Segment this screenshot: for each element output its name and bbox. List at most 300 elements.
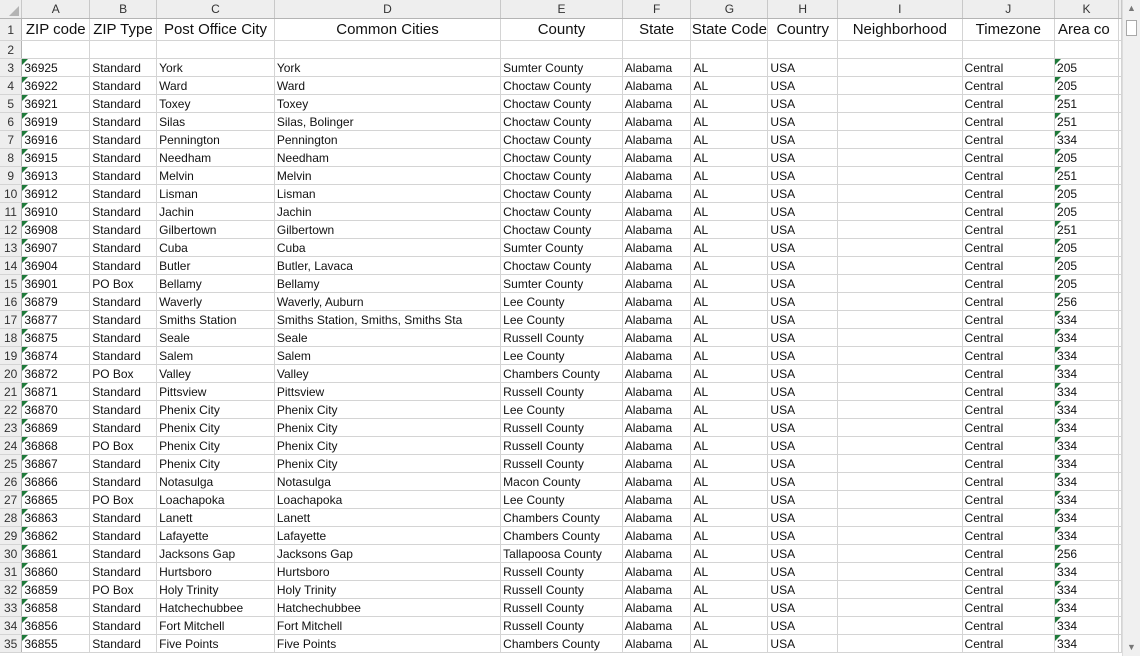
cell-type[interactable]: Standard	[90, 419, 157, 437]
cell-type[interactable]: Standard	[90, 77, 157, 95]
cell-nb[interactable]	[838, 347, 962, 365]
cell-county[interactable]: Choctaw County	[501, 185, 623, 203]
cell-zip[interactable]: 36866	[22, 473, 90, 491]
cell-nb[interactable]	[838, 599, 962, 617]
cell-country[interactable]: USA	[768, 419, 838, 437]
cell-area[interactable]: 205	[1055, 275, 1119, 293]
cell-area[interactable]: 334	[1055, 131, 1119, 149]
row-header[interactable]: 5	[0, 95, 22, 113]
cell-nb[interactable]	[838, 149, 962, 167]
cell-area[interactable]: 205	[1055, 77, 1119, 95]
cell-po[interactable]: Needham	[157, 149, 275, 167]
cell-area[interactable]: 334	[1055, 347, 1119, 365]
cell-po[interactable]: Hurtsboro	[157, 563, 275, 581]
cell-nb[interactable]	[838, 455, 962, 473]
cell-common[interactable]: Jachin	[274, 203, 500, 221]
header-cell[interactable]: State	[622, 19, 691, 41]
cell-country[interactable]: USA	[768, 77, 838, 95]
cell-country[interactable]: USA	[768, 293, 838, 311]
cell-po[interactable]: Jacksons Gap	[157, 545, 275, 563]
cell-common[interactable]: Notasulga	[274, 473, 500, 491]
cell-po[interactable]: Pennington	[157, 131, 275, 149]
cell-tz[interactable]: Central	[962, 221, 1055, 239]
cell-tz[interactable]: Central	[962, 419, 1055, 437]
cell-type[interactable]: Standard	[90, 113, 157, 131]
cell-country[interactable]: USA	[768, 617, 838, 635]
cell-code[interactable]: AL	[691, 275, 768, 293]
cell-po[interactable]: Gilbertown	[157, 221, 275, 239]
cell-country[interactable]: USA	[768, 383, 838, 401]
cell-common[interactable]: Phenix City	[274, 401, 500, 419]
cell-county[interactable]: Russell County	[501, 455, 623, 473]
cell-county[interactable]: Russell County	[501, 329, 623, 347]
cell[interactable]	[274, 41, 500, 59]
cell-nb[interactable]	[838, 329, 962, 347]
cell-po[interactable]: Salem	[157, 347, 275, 365]
cell-nb[interactable]	[838, 383, 962, 401]
cell-zip[interactable]: 36869	[22, 419, 90, 437]
cell-area[interactable]: 205	[1055, 59, 1119, 77]
cell-state[interactable]: Alabama	[622, 563, 691, 581]
cell-type[interactable]: Standard	[90, 185, 157, 203]
cell-nb[interactable]	[838, 59, 962, 77]
cell-area[interactable]: 256	[1055, 545, 1119, 563]
cell-nb[interactable]	[838, 131, 962, 149]
cell[interactable]	[90, 41, 157, 59]
cell-po[interactable]: Five Points	[157, 635, 275, 653]
cell-tz[interactable]: Central	[962, 509, 1055, 527]
cell-county[interactable]: Macon County	[501, 473, 623, 491]
cell-area[interactable]: 205	[1055, 257, 1119, 275]
row-header[interactable]: 30	[0, 545, 22, 563]
row-header[interactable]: 15	[0, 275, 22, 293]
cell-code[interactable]: AL	[691, 563, 768, 581]
cell-tz[interactable]: Central	[962, 365, 1055, 383]
cell-common[interactable]: Cuba	[274, 239, 500, 257]
row-header[interactable]: 27	[0, 491, 22, 509]
row-header[interactable]: 7	[0, 131, 22, 149]
cell-state[interactable]: Alabama	[622, 581, 691, 599]
cell-state[interactable]: Alabama	[622, 527, 691, 545]
cell-tz[interactable]: Central	[962, 311, 1055, 329]
cell-zip[interactable]: 36919	[22, 113, 90, 131]
cell-nb[interactable]	[838, 239, 962, 257]
cell-area[interactable]: 334	[1055, 527, 1119, 545]
cell-code[interactable]: AL	[691, 455, 768, 473]
cell-tz[interactable]: Central	[962, 77, 1055, 95]
cell-county[interactable]: Choctaw County	[501, 167, 623, 185]
cell-area[interactable]: 251	[1055, 221, 1119, 239]
cell[interactable]	[22, 41, 90, 59]
cell-zip[interactable]: 36872	[22, 365, 90, 383]
column-header-e[interactable]: E	[501, 0, 623, 19]
cell-type[interactable]: Standard	[90, 221, 157, 239]
cell-state[interactable]: Alabama	[622, 221, 691, 239]
cell-tz[interactable]: Central	[962, 167, 1055, 185]
cell-nb[interactable]	[838, 509, 962, 527]
cell-area[interactable]: 334	[1055, 455, 1119, 473]
cell-tz[interactable]: Central	[962, 113, 1055, 131]
cell-code[interactable]: AL	[691, 293, 768, 311]
cell-zip[interactable]: 36862	[22, 527, 90, 545]
cell-state[interactable]: Alabama	[622, 59, 691, 77]
cell-common[interactable]: Jacksons Gap	[274, 545, 500, 563]
cell-code[interactable]: AL	[691, 473, 768, 491]
cell-country[interactable]: USA	[768, 527, 838, 545]
cell-zip[interactable]: 36865	[22, 491, 90, 509]
cell-nb[interactable]	[838, 95, 962, 113]
cell-common[interactable]: Holy Trinity	[274, 581, 500, 599]
cell-common[interactable]: Bellamy	[274, 275, 500, 293]
cell-zip[interactable]: 36913	[22, 167, 90, 185]
cell-po[interactable]: Valley	[157, 365, 275, 383]
row-header[interactable]: 18	[0, 329, 22, 347]
vertical-scrollbar[interactable]	[1122, 0, 1140, 656]
cell-area[interactable]: 334	[1055, 635, 1119, 653]
cell-zip[interactable]: 36879	[22, 293, 90, 311]
cell-zip[interactable]: 36904	[22, 257, 90, 275]
cell-country[interactable]: USA	[768, 491, 838, 509]
cell-code[interactable]: AL	[691, 437, 768, 455]
cell-state[interactable]: Alabama	[622, 149, 691, 167]
cell-type[interactable]: Standard	[90, 635, 157, 653]
cell-tz[interactable]: Central	[962, 203, 1055, 221]
cell-county[interactable]: Lee County	[501, 293, 623, 311]
cell-common[interactable]: Loachapoka	[274, 491, 500, 509]
column-header-c[interactable]: C	[157, 0, 275, 19]
cell-code[interactable]: AL	[691, 617, 768, 635]
cell-state[interactable]: Alabama	[622, 203, 691, 221]
cell-po[interactable]: Seale	[157, 329, 275, 347]
cell-po[interactable]: Lafayette	[157, 527, 275, 545]
cell-type[interactable]: Standard	[90, 383, 157, 401]
header-cell[interactable]: Timezone	[962, 19, 1055, 41]
cell-tz[interactable]: Central	[962, 383, 1055, 401]
cell-zip[interactable]: 36858	[22, 599, 90, 617]
cell-county[interactable]: Russell County	[501, 599, 623, 617]
row-header[interactable]: 34	[0, 617, 22, 635]
cell-po[interactable]: Jachin	[157, 203, 275, 221]
cell-code[interactable]: AL	[691, 149, 768, 167]
cell-state[interactable]: Alabama	[622, 383, 691, 401]
column-header-k[interactable]: K	[1055, 0, 1119, 19]
cell-zip[interactable]: 36907	[22, 239, 90, 257]
column-header-j[interactable]: J	[962, 0, 1055, 19]
cell-area[interactable]: 251	[1055, 113, 1119, 131]
row-header[interactable]: 8	[0, 149, 22, 167]
cell-state[interactable]: Alabama	[622, 473, 691, 491]
cell-county[interactable]: Sumter County	[501, 275, 623, 293]
cell-nb[interactable]	[838, 293, 962, 311]
cell-common[interactable]: Hatchechubbee	[274, 599, 500, 617]
cell-country[interactable]: USA	[768, 509, 838, 527]
cell-country[interactable]: USA	[768, 365, 838, 383]
cell-po[interactable]: York	[157, 59, 275, 77]
column-header-g[interactable]: G	[691, 0, 768, 19]
cell-po[interactable]: Butler	[157, 257, 275, 275]
cell-nb[interactable]	[838, 545, 962, 563]
cell-nb[interactable]	[838, 563, 962, 581]
cell-code[interactable]: AL	[691, 311, 768, 329]
header-cell[interactable]: Post Office City	[157, 19, 275, 41]
cell-po[interactable]: Melvin	[157, 167, 275, 185]
cell-po[interactable]: Phenix City	[157, 455, 275, 473]
cell-zip[interactable]: 36867	[22, 455, 90, 473]
cell-nb[interactable]	[838, 365, 962, 383]
cell-nb[interactable]	[838, 401, 962, 419]
cell-county[interactable]: Choctaw County	[501, 221, 623, 239]
cell-area[interactable]: 334	[1055, 599, 1119, 617]
cell-county[interactable]: Chambers County	[501, 635, 623, 653]
cell-common[interactable]: Phenix City	[274, 437, 500, 455]
row-header[interactable]: 10	[0, 185, 22, 203]
cell-type[interactable]: Standard	[90, 167, 157, 185]
column-header-d[interactable]: D	[274, 0, 500, 19]
cell-nb[interactable]	[838, 185, 962, 203]
row-header[interactable]: 14	[0, 257, 22, 275]
row-header[interactable]: 12	[0, 221, 22, 239]
row-header[interactable]: 31	[0, 563, 22, 581]
cell-code[interactable]: AL	[691, 221, 768, 239]
cell-country[interactable]: USA	[768, 257, 838, 275]
cell-tz[interactable]: Central	[962, 581, 1055, 599]
row-header[interactable]: 16	[0, 293, 22, 311]
cell-type[interactable]: Standard	[90, 509, 157, 527]
cell[interactable]	[768, 41, 838, 59]
cell-common[interactable]: Melvin	[274, 167, 500, 185]
cell-type[interactable]: Standard	[90, 563, 157, 581]
cell-po[interactable]: Smiths Station	[157, 311, 275, 329]
cell-po[interactable]: Phenix City	[157, 401, 275, 419]
cell-state[interactable]: Alabama	[622, 635, 691, 653]
cell-nb[interactable]	[838, 203, 962, 221]
cell-county[interactable]: Choctaw County	[501, 113, 623, 131]
cell-area[interactable]: 334	[1055, 491, 1119, 509]
cell-country[interactable]: USA	[768, 599, 838, 617]
cell-zip[interactable]: 36921	[22, 95, 90, 113]
cell-state[interactable]: Alabama	[622, 167, 691, 185]
cell-tz[interactable]: Central	[962, 437, 1055, 455]
cell-county[interactable]: Lee County	[501, 491, 623, 509]
cell-area[interactable]: 334	[1055, 581, 1119, 599]
cell-area[interactable]: 334	[1055, 401, 1119, 419]
cell-county[interactable]: Chambers County	[501, 527, 623, 545]
cell-po[interactable]: Toxey	[157, 95, 275, 113]
triangle-down-icon[interactable]: ▼	[1127, 642, 1136, 652]
cell-common[interactable]: Silas, Bolinger	[274, 113, 500, 131]
cell-common[interactable]: Lafayette	[274, 527, 500, 545]
cell-type[interactable]: Standard	[90, 257, 157, 275]
cell-area[interactable]: 334	[1055, 383, 1119, 401]
cell[interactable]	[501, 41, 623, 59]
cell-nb[interactable]	[838, 167, 962, 185]
cell-zip[interactable]: 36916	[22, 131, 90, 149]
column-header-a[interactable]: A	[22, 0, 90, 19]
row-header[interactable]: 35	[0, 635, 22, 653]
cell-nb[interactable]	[838, 527, 962, 545]
cell-code[interactable]: AL	[691, 185, 768, 203]
cell-state[interactable]: Alabama	[622, 113, 691, 131]
cell-code[interactable]: AL	[691, 203, 768, 221]
row-header[interactable]: 19	[0, 347, 22, 365]
cell-po[interactable]: Bellamy	[157, 275, 275, 293]
cell-zip[interactable]: 36868	[22, 437, 90, 455]
cell-zip[interactable]: 36915	[22, 149, 90, 167]
cell-zip[interactable]: 36908	[22, 221, 90, 239]
cell-country[interactable]: USA	[768, 473, 838, 491]
row-header[interactable]: 9	[0, 167, 22, 185]
cell-county[interactable]: Lee County	[501, 311, 623, 329]
cell-po[interactable]: Phenix City	[157, 419, 275, 437]
cell-nb[interactable]	[838, 437, 962, 455]
select-all-corner[interactable]	[0, 0, 22, 19]
header-cell[interactable]: ZIP code	[22, 19, 90, 41]
cell-zip[interactable]: 36861	[22, 545, 90, 563]
row-header[interactable]: 17	[0, 311, 22, 329]
cell-zip[interactable]: 36922	[22, 77, 90, 95]
cell-zip[interactable]: 36871	[22, 383, 90, 401]
cell-tz[interactable]: Central	[962, 275, 1055, 293]
cell-state[interactable]: Alabama	[622, 293, 691, 311]
cell-code[interactable]: AL	[691, 635, 768, 653]
header-cell[interactable]: State Code	[691, 19, 768, 41]
cell-common[interactable]: Lisman	[274, 185, 500, 203]
cell-type[interactable]: PO Box	[90, 365, 157, 383]
cell-tz[interactable]: Central	[962, 635, 1055, 653]
cell-code[interactable]: AL	[691, 59, 768, 77]
row-header[interactable]: 4	[0, 77, 22, 95]
row-header[interactable]: 33	[0, 599, 22, 617]
cell-type[interactable]: Standard	[90, 473, 157, 491]
cell-common[interactable]: Pittsview	[274, 383, 500, 401]
cell-country[interactable]: USA	[768, 329, 838, 347]
cell-state[interactable]: Alabama	[622, 275, 691, 293]
cell-type[interactable]: Standard	[90, 617, 157, 635]
cell-country[interactable]: USA	[768, 401, 838, 419]
cell-code[interactable]: AL	[691, 347, 768, 365]
cell-county[interactable]: Lee County	[501, 347, 623, 365]
cell-tz[interactable]: Central	[962, 95, 1055, 113]
cell-type[interactable]: PO Box	[90, 275, 157, 293]
cell-area[interactable]: 334	[1055, 311, 1119, 329]
cell-county[interactable]: Chambers County	[501, 509, 623, 527]
cell[interactable]	[962, 41, 1055, 59]
cell[interactable]	[691, 41, 768, 59]
cell-state[interactable]: Alabama	[622, 599, 691, 617]
cell-country[interactable]: USA	[768, 545, 838, 563]
cell-state[interactable]: Alabama	[622, 455, 691, 473]
cell-common[interactable]: Ward	[274, 77, 500, 95]
cell-po[interactable]: Silas	[157, 113, 275, 131]
cell-tz[interactable]: Central	[962, 545, 1055, 563]
cell-type[interactable]: PO Box	[90, 437, 157, 455]
cell-po[interactable]: Cuba	[157, 239, 275, 257]
cell-county[interactable]: Russell County	[501, 419, 623, 437]
cell-state[interactable]: Alabama	[622, 509, 691, 527]
header-cell[interactable]: Area co	[1055, 19, 1119, 41]
cell-code[interactable]: AL	[691, 509, 768, 527]
cell-nb[interactable]	[838, 617, 962, 635]
cell-type[interactable]: Standard	[90, 131, 157, 149]
cell-code[interactable]: AL	[691, 581, 768, 599]
row-header[interactable]: 21	[0, 383, 22, 401]
cell-tz[interactable]: Central	[962, 131, 1055, 149]
cell-area[interactable]: 205	[1055, 149, 1119, 167]
cell-type[interactable]: Standard	[90, 95, 157, 113]
cell-state[interactable]: Alabama	[622, 95, 691, 113]
cell-state[interactable]: Alabama	[622, 365, 691, 383]
cell-tz[interactable]: Central	[962, 563, 1055, 581]
cell-area[interactable]: 334	[1055, 509, 1119, 527]
cell-type[interactable]: Standard	[90, 59, 157, 77]
cell-code[interactable]: AL	[691, 545, 768, 563]
cell-common[interactable]: Phenix City	[274, 419, 500, 437]
column-header-f[interactable]: F	[622, 0, 691, 19]
cell-zip[interactable]: 36860	[22, 563, 90, 581]
cell-state[interactable]: Alabama	[622, 545, 691, 563]
cell-county[interactable]: Russell County	[501, 581, 623, 599]
cell-county[interactable]: Russell County	[501, 617, 623, 635]
cell-code[interactable]: AL	[691, 77, 768, 95]
cell-county[interactable]: Sumter County	[501, 239, 623, 257]
cell-common[interactable]: Fort Mitchell	[274, 617, 500, 635]
cell-common[interactable]: Phenix City	[274, 455, 500, 473]
cell-po[interactable]: Hatchechubbee	[157, 599, 275, 617]
row-header[interactable]: 29	[0, 527, 22, 545]
row-header[interactable]: 11	[0, 203, 22, 221]
cell-area[interactable]: 256	[1055, 293, 1119, 311]
cell-area[interactable]: 334	[1055, 563, 1119, 581]
cell-county[interactable]: Choctaw County	[501, 149, 623, 167]
row-header[interactable]: 6	[0, 113, 22, 131]
cell-po[interactable]: Phenix City	[157, 437, 275, 455]
cell-state[interactable]: Alabama	[622, 185, 691, 203]
triangle-up-icon[interactable]: ▲	[1127, 3, 1136, 13]
header-cell[interactable]: Country	[768, 19, 838, 41]
cell-tz[interactable]: Central	[962, 455, 1055, 473]
cell-county[interactable]: Sumter County	[501, 59, 623, 77]
cell-area[interactable]: 251	[1055, 167, 1119, 185]
cell-area[interactable]: 334	[1055, 365, 1119, 383]
cell-state[interactable]: Alabama	[622, 491, 691, 509]
cell-county[interactable]: Choctaw County	[501, 77, 623, 95]
cell-po[interactable]: Lanett	[157, 509, 275, 527]
cell-area[interactable]: 334	[1055, 617, 1119, 635]
cell-county[interactable]: Choctaw County	[501, 95, 623, 113]
cell-po[interactable]: Lisman	[157, 185, 275, 203]
cell-code[interactable]: AL	[691, 131, 768, 149]
cell-zip[interactable]: 36901	[22, 275, 90, 293]
cell-tz[interactable]: Central	[962, 617, 1055, 635]
cell-code[interactable]: AL	[691, 167, 768, 185]
cell-po[interactable]: Ward	[157, 77, 275, 95]
cell-country[interactable]: USA	[768, 59, 838, 77]
cell-zip[interactable]: 36870	[22, 401, 90, 419]
cell-county[interactable]: Chambers County	[501, 365, 623, 383]
header-cell[interactable]: ZIP Type	[90, 19, 157, 41]
cell-state[interactable]: Alabama	[622, 311, 691, 329]
cell-zip[interactable]: 36877	[22, 311, 90, 329]
cell-code[interactable]: AL	[691, 257, 768, 275]
cell-state[interactable]: Alabama	[622, 401, 691, 419]
cell-code[interactable]: AL	[691, 113, 768, 131]
cell-common[interactable]: Hurtsboro	[274, 563, 500, 581]
cell-common[interactable]: Valley	[274, 365, 500, 383]
cell-type[interactable]: Standard	[90, 329, 157, 347]
row-header[interactable]: 2	[0, 41, 22, 59]
row-header[interactable]: 13	[0, 239, 22, 257]
cell-zip[interactable]: 36859	[22, 581, 90, 599]
